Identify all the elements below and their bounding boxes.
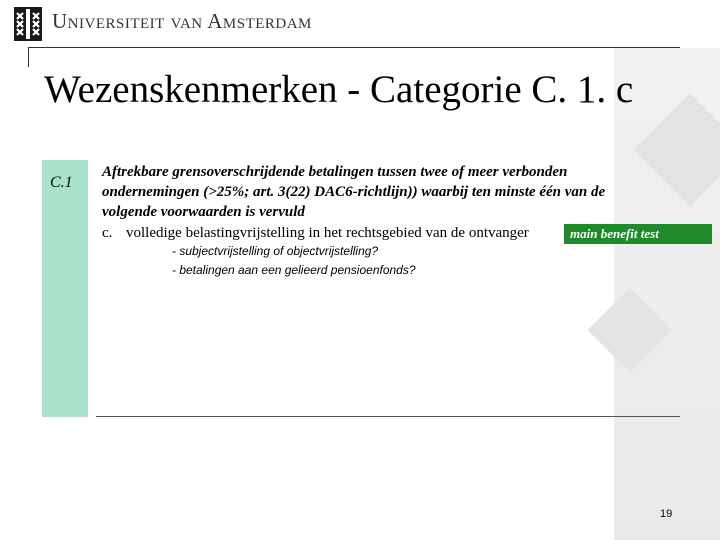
- list-item-letter: c.: [102, 225, 113, 241]
- list-item: [102, 223, 572, 243]
- list-item-text: volledige belastingvrijstelling in het rechtsgebied van de ontvanger: [126, 225, 529, 241]
- sub-item: - betalingen aan een gelieerd pensioenfonds?: [172, 263, 416, 277]
- sub-item: - subjectvrijstelling of objectvrijstelling?: [172, 244, 379, 258]
- side-bar: [42, 160, 88, 417]
- side-label: C.1: [50, 174, 73, 191]
- header-divider-stub: [28, 47, 29, 67]
- uva-crest-icon: [14, 7, 42, 41]
- content-bottom-divider: [96, 416, 680, 417]
- page-number: 19: [660, 508, 673, 520]
- slide-title: Wezenskenmerken - Categorie C. 1. c: [44, 68, 634, 111]
- university-name: Universiteit van Amsterdam: [52, 9, 312, 33]
- heading-text: Aftrekbare grensoverschrijdende betalingen tussen twee of meer verbonden ondernemingen (>25%; art. 3(22) DAC6-richtlijn)) waarbij ten minste één van de volgende voorwaarden is vervuld: [102, 164, 606, 220]
- main-benefit-test-tag: main benefit test: [564, 224, 712, 244]
- header-divider: [28, 47, 680, 48]
